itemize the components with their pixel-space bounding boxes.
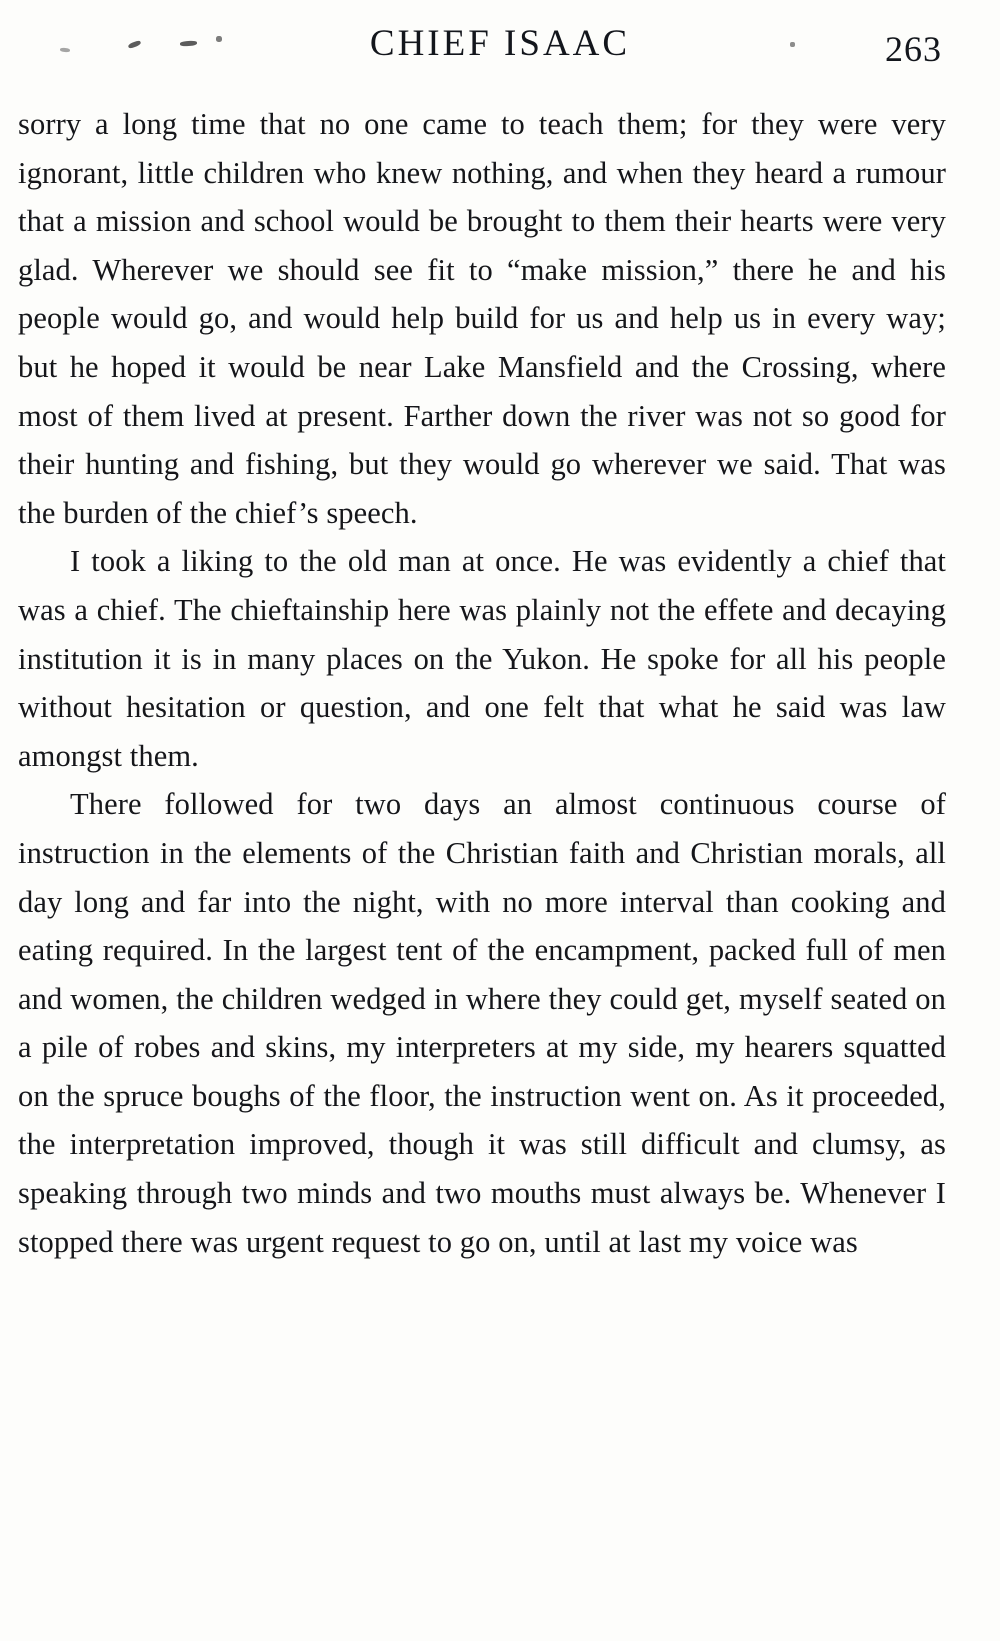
paragraph: sorry a long time that no one came to teach them; for they were very ignorant, little children who knew nothing, and when they heard a rumour that a mission and school would be brought to them their hearts were very glad. Wherever we should see fit to “make mission,” there he and his people would go, and would help build for us and help us in every way; but he hoped it would be near Lake Mansfield and the Crossing, where most of them lived at present. Farther down the river was not so good for their hunting and fishing, but they would go wherever we said. That was the burden of the chief’s speech. (18, 107, 946, 530)
running-title: CHIEF ISAAC (369, 23, 631, 64)
scan-speck (216, 36, 222, 42)
page-number: 263 (885, 29, 942, 69)
page-body (18, 100, 946, 1266)
paragraph: There followed for two days an almost continuous course of instruction in the elements of the Christian faith and Christian morals, all day long and far into the night, with no more interval than cooking and eating required. In the largest tent of the encampment, packed full of men and women, the children wedged in where they could get, myself seated on a pile of robes and skins, my interpreters at my side, my hearers squatted on the spruce boughs of the floor, the instruction went on. As it proceeded, the interpretation improved, though it was still difficult and clumsy, as speaking through two minds and two mouths must always be. Whenever I stopped there was urgent request to go on, until at last my voice was (18, 787, 946, 1259)
scan-speck (790, 42, 795, 47)
page-header (0, 22, 1000, 82)
paragraph: I took a liking to the old man at once. He was evidently a chief that was a chief. The chieftainship here was plainly not the effete and decaying institution it is in many places on the Yukon. He spoke for all his people without hesitation or question, and one felt that what he said was law amongst them. (18, 544, 946, 773)
